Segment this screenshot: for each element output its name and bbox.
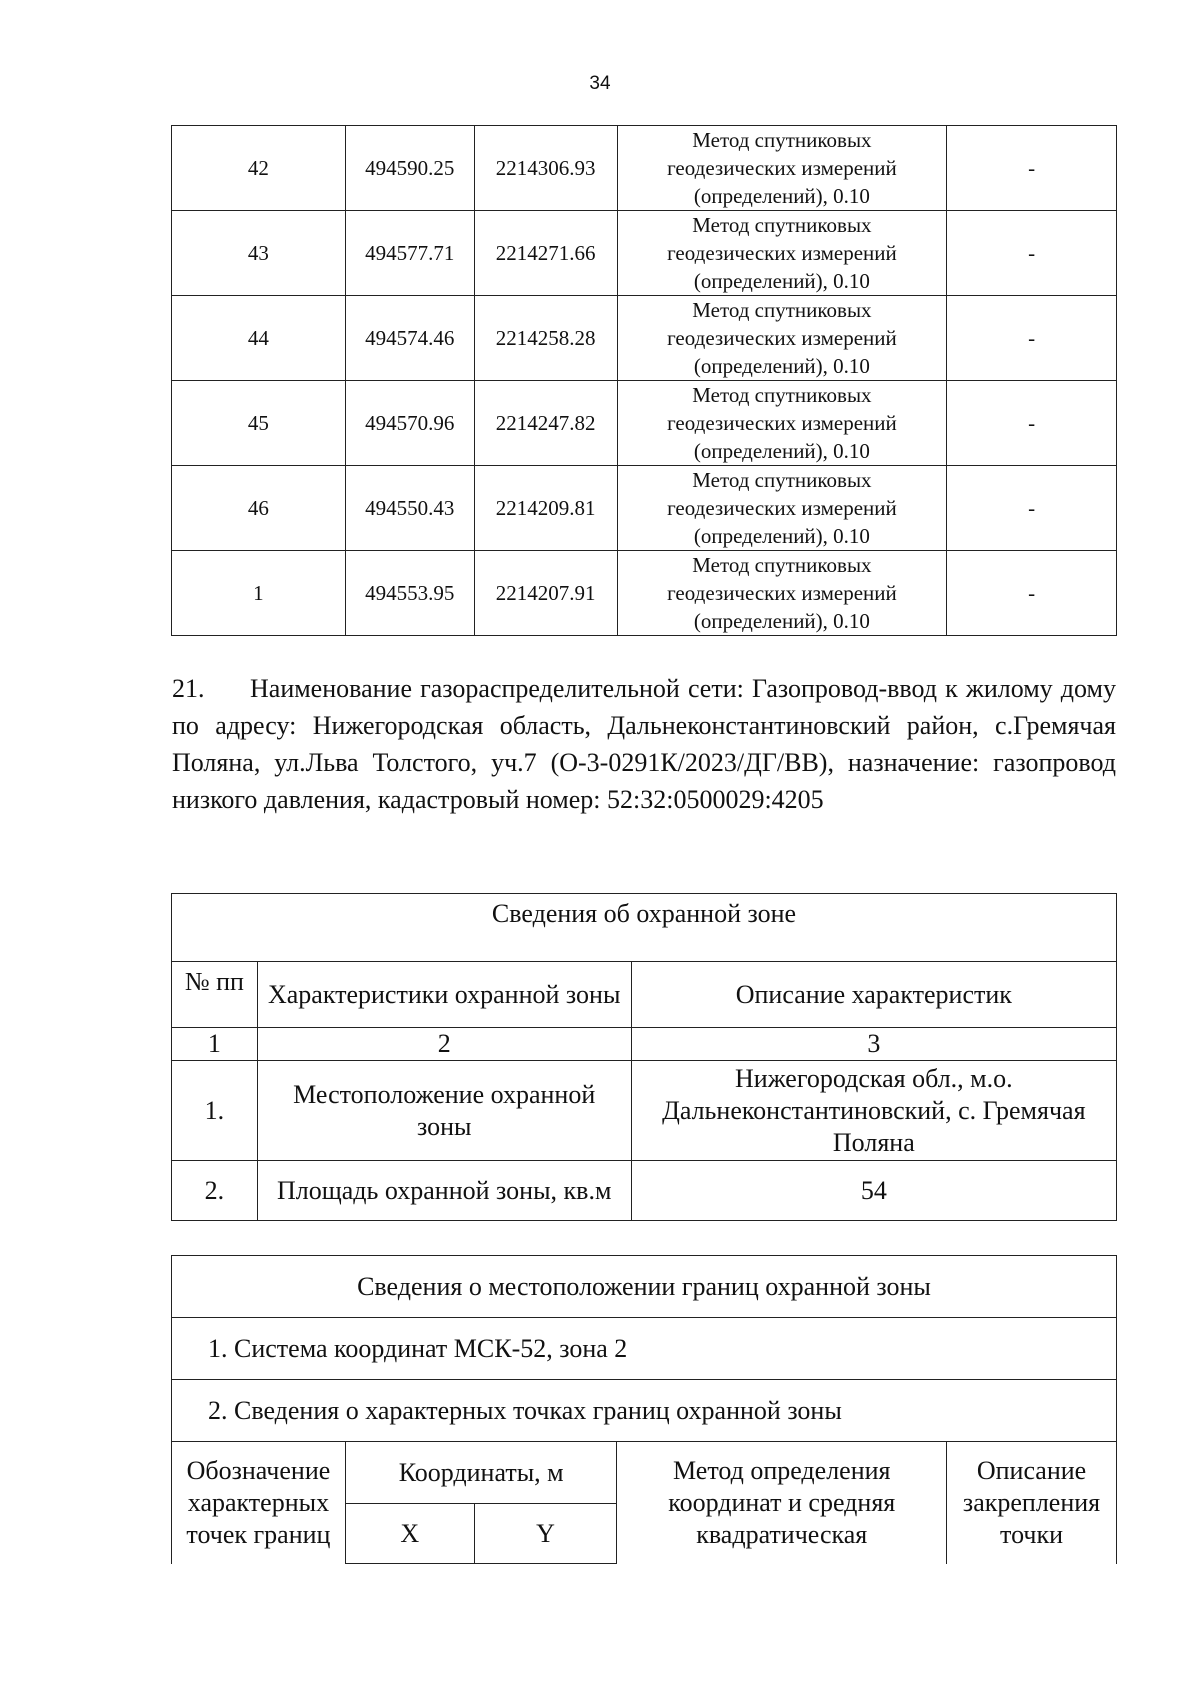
row-name: Местоположение охранной зоны [257,1061,631,1161]
method-line: геодезических измерений [667,411,897,435]
index-cell: 2 [257,1028,631,1061]
fixing-description-cell: - [947,211,1117,296]
fixing-description-cell: - [947,551,1117,636]
method-line: Метод спутниковых [692,468,872,492]
method-cell [617,211,947,296]
table-row [172,466,1117,551]
method-cell [617,381,947,466]
page-number: 34 [589,73,611,94]
method-line: геодезических измерений [667,156,897,180]
point-number-cell: 45 [172,381,346,466]
table-row [172,126,1117,211]
method-line: Метод спутниковых [692,383,872,407]
method-line: (определений), 0.10 [693,439,870,463]
table-row [172,551,1117,636]
method-line: геодезических измерений [667,496,897,520]
y-coordinate-cell: 2214258.28 [474,296,617,381]
table-row [172,296,1117,381]
point-number-cell: 1 [172,551,346,636]
index-cell: 3 [631,1028,1116,1061]
method-line: (определений), 0.10 [693,609,870,633]
y-coordinate-cell: 2214306.93 [474,126,617,211]
boundary-points-item: 2. Сведения о характерных точках границ охранной зоны [172,1380,1117,1442]
method-line: геодезических измерений [667,326,897,350]
y-coordinate-cell: 2214209.81 [474,466,617,551]
row-value: Нижегородская обл., м.о. Дальнеконстантиновский, с. Гремячая Поляна [631,1061,1116,1161]
index-cell: 1 [172,1028,258,1061]
x-coordinate-cell: 494574.46 [345,296,474,381]
header-description: Описание характеристик [631,962,1116,1028]
header-method: Метод определения координат и средняя квадратическая [617,1442,947,1564]
network-description-paragraph [172,670,1116,818]
row-value: 54 [631,1161,1116,1221]
row-number: 2. [172,1161,258,1221]
y-coordinate-cell: 2214207.91 [474,551,617,636]
header-characteristics: Характеристики охранной зоны [257,962,631,1028]
method-line: Метод спутниковых [692,213,872,237]
table-row [172,381,1117,466]
x-coordinate-cell: 494570.96 [345,381,474,466]
y-coordinate-cell: 2214271.66 [474,211,617,296]
x-coordinate-cell: 494577.71 [345,211,474,296]
paragraph-number: 21. [172,674,205,703]
method-line: Метод спутниковых [692,298,872,322]
method-line: геодезических измерений [667,581,897,605]
header-coordinates: Координаты, м [345,1442,617,1504]
header-y: Y [474,1504,617,1564]
method-line: (определений), 0.10 [693,354,870,378]
point-number-cell: 43 [172,211,346,296]
zone-table-title: Сведения об охранной зоне [172,894,1117,962]
fixing-description-cell: - [947,296,1117,381]
protection-zone-table [171,893,1117,1221]
table-row [172,211,1117,296]
point-number-cell: 42 [172,126,346,211]
paragraph-text: Наименование газораспределительной сети: Газопровод-ввод к жилому дому по адресу: Нижегородская область, Дальнеконстантиновский район, с.Гремячая Поляна, ул.Льва Толстого, уч.7 (О-3-0291К/2023/ДГ/ВВ), назначение: газопровод низкого давления, кадастровый номер: 52:32:0500029:4205 [172,674,1116,814]
method-cell [617,296,947,381]
header-fixing-description: Описание закрепления точки [947,1442,1117,1564]
method-cell [617,466,947,551]
method-cell [617,551,947,636]
location-table-title: Сведения о местоположении границ охранной зоны [172,1256,1117,1318]
x-coordinate-cell: 494590.25 [345,126,474,211]
boundary-location-table [171,1255,1117,1564]
fixing-description-cell: - [947,381,1117,466]
header-point-designation: Обозначение характерных точек границ [172,1442,346,1564]
coordinates-table [171,125,1117,636]
method-line: (определений), 0.10 [693,524,870,548]
row-name: Площадь охранной зоны, кв.м [257,1161,631,1221]
x-coordinate-cell: 494553.95 [345,551,474,636]
point-number-cell: 46 [172,466,346,551]
point-number-cell: 44 [172,296,346,381]
x-coordinate-cell: 494550.43 [345,466,474,551]
fixing-description-cell: - [947,466,1117,551]
y-coordinate-cell: 2214247.82 [474,381,617,466]
method-line: (определений), 0.10 [693,184,870,208]
method-line: (определений), 0.10 [693,269,870,293]
method-line: Метод спутниковых [692,553,872,577]
row-number: 1. [172,1061,258,1161]
method-cell [617,126,947,211]
method-line: Метод спутниковых [692,128,872,152]
coordinate-system-item: 1. Система координат МСК-52, зона 2 [172,1318,1117,1380]
header-x: X [345,1504,474,1564]
fixing-description-cell: - [947,126,1117,211]
method-line: геодезических измерений [667,241,897,265]
header-number: № пп [172,962,258,1028]
